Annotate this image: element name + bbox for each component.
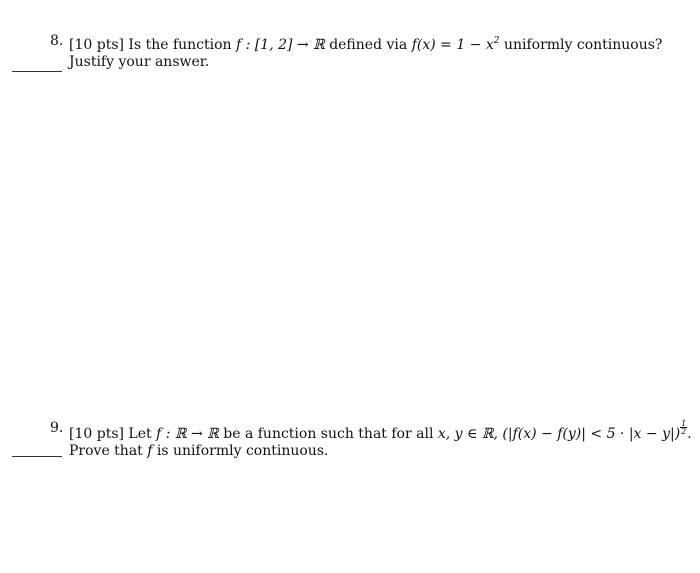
math-definition [412,37,500,53]
problem-line-1 [69,419,692,443]
text-segment: Is the function [128,37,232,53]
problem-text [69,419,692,460]
problem-number: 9. [50,420,64,436]
problem-line-2 [69,443,629,460]
period: . [687,426,692,442]
points-label: [10 pts] [69,37,124,53]
text-segment: uniformly continuous? [503,37,663,53]
math-inequality [502,419,692,442]
problem-number: 8. [50,33,64,49]
text-segment: be a function such that for all [223,426,434,442]
problem-text [69,33,663,71]
text-segment: Let [128,426,152,442]
math-expr: f(x) = 1 − x [411,37,494,53]
fraction-numerator: 1 [681,419,687,428]
exponent: 2 [493,36,500,46]
answer-line [12,71,62,72]
answer-line [12,456,62,457]
math-expr: (|f(x) − f(y)| < 5 · |x − y|) [502,426,681,442]
points-label: [10 pts] [69,426,124,442]
problem-line-2: Justify your answer. [69,54,210,70]
math-function: f : [1, 2] → ℝ [236,37,325,53]
math-vars: x, y ∈ ℝ, [437,426,498,442]
problem-line-1 [69,33,663,54]
text-segment: Prove that [69,443,143,459]
math-function: f [147,443,153,459]
text-segment: defined via [329,37,408,53]
math-function: f : ℝ → ℝ [156,426,219,442]
fraction-denominator: 2 [681,427,687,436]
text-segment: is uniformly continuous. [156,443,329,459]
